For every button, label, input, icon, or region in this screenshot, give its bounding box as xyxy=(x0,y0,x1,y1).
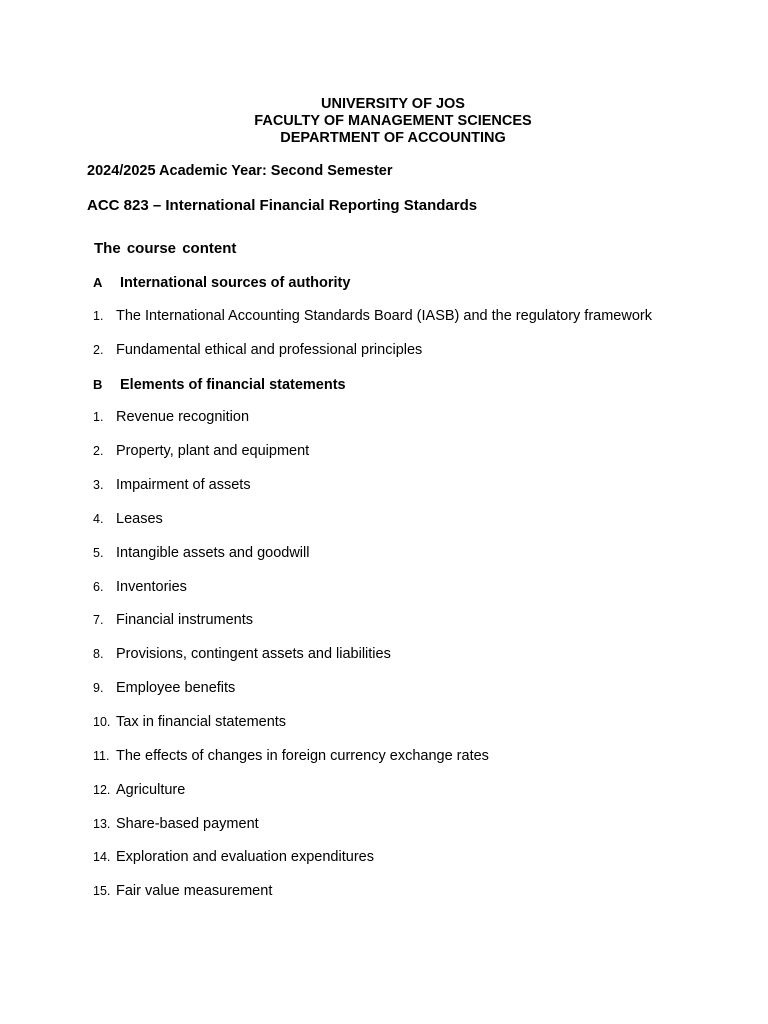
item-number: 2. xyxy=(93,444,104,458)
list-item xyxy=(93,545,309,562)
list-item xyxy=(93,849,374,866)
item-number: 14. xyxy=(93,850,111,864)
item-text: Exploration and evaluation expenditures xyxy=(116,849,374,865)
item-text: Leases xyxy=(116,511,163,527)
item-text: Intangible assets and goodwill xyxy=(116,545,310,561)
item-number: 1. xyxy=(93,410,104,424)
item-number: 12. xyxy=(93,783,111,797)
list-item xyxy=(93,477,251,494)
item-text: Inventories xyxy=(116,579,187,595)
item-text: Fair value measurement xyxy=(116,883,273,899)
section-title: International sources of authority xyxy=(120,275,351,291)
item-number: 6. xyxy=(93,580,104,594)
item-text: Provisions, contingent assets and liabilities xyxy=(116,646,391,662)
list-item xyxy=(93,782,185,799)
item-text: Agriculture xyxy=(116,782,186,798)
section-title: Elements of financial statements xyxy=(120,377,346,393)
item-text: Fundamental ethical and professional principles xyxy=(116,342,423,358)
item-number: 13. xyxy=(93,817,111,831)
course-content-heading: The course content xyxy=(94,240,237,257)
list-item xyxy=(93,443,309,460)
section-heading-a xyxy=(93,274,350,292)
course-title: ACC 823 – International Financial Reporting Standards xyxy=(87,197,478,214)
item-text: Tax in financial statements xyxy=(116,714,287,730)
item-text: The effects of changes in foreign currency exchange rates xyxy=(116,748,489,764)
item-number: 11. xyxy=(93,749,110,763)
item-text: Revenue recognition xyxy=(116,409,250,425)
university-name: UNIVERSITY OF JOS xyxy=(321,96,465,112)
item-text: Share-based payment xyxy=(116,816,259,832)
item-text: Financial instruments xyxy=(116,612,253,628)
item-text: Property, plant and equipment xyxy=(116,443,310,459)
section-letter: B xyxy=(93,377,103,392)
item-number: 4. xyxy=(93,512,104,526)
document-header xyxy=(0,96,768,147)
item-text: The International Accounting Standards Board (IASB) and the regulatory framework xyxy=(116,308,652,324)
item-text: Impairment of assets xyxy=(116,477,251,493)
item-number: 3. xyxy=(93,478,104,492)
list-item xyxy=(93,883,272,900)
item-number: 7. xyxy=(93,613,104,627)
list-item xyxy=(93,612,253,629)
list-item xyxy=(93,511,163,528)
list-item xyxy=(93,748,489,765)
list-item xyxy=(93,342,422,359)
section-heading-b xyxy=(93,376,346,394)
department-name: DEPARTMENT OF ACCOUNTING xyxy=(280,130,506,146)
faculty-name: FACULTY OF MANAGEMENT SCIENCES xyxy=(254,113,532,129)
list-item xyxy=(93,646,391,663)
section-letter: A xyxy=(93,275,103,290)
item-number: 5. xyxy=(93,546,104,560)
list-item xyxy=(93,680,235,697)
item-text: Employee benefits xyxy=(116,680,236,696)
item-number: 9. xyxy=(93,681,104,695)
item-number: 2. xyxy=(93,343,104,357)
list-item xyxy=(93,308,652,325)
item-number: 15. xyxy=(93,884,111,898)
list-item xyxy=(93,409,249,426)
item-number: 8. xyxy=(93,647,104,661)
item-number: 1. xyxy=(93,309,104,323)
item-number: 10. xyxy=(93,715,111,729)
list-item xyxy=(93,579,187,596)
list-item xyxy=(93,816,259,833)
list-item xyxy=(93,714,286,731)
academic-session: 2024/2025 Academic Year: Second Semester xyxy=(87,163,393,179)
